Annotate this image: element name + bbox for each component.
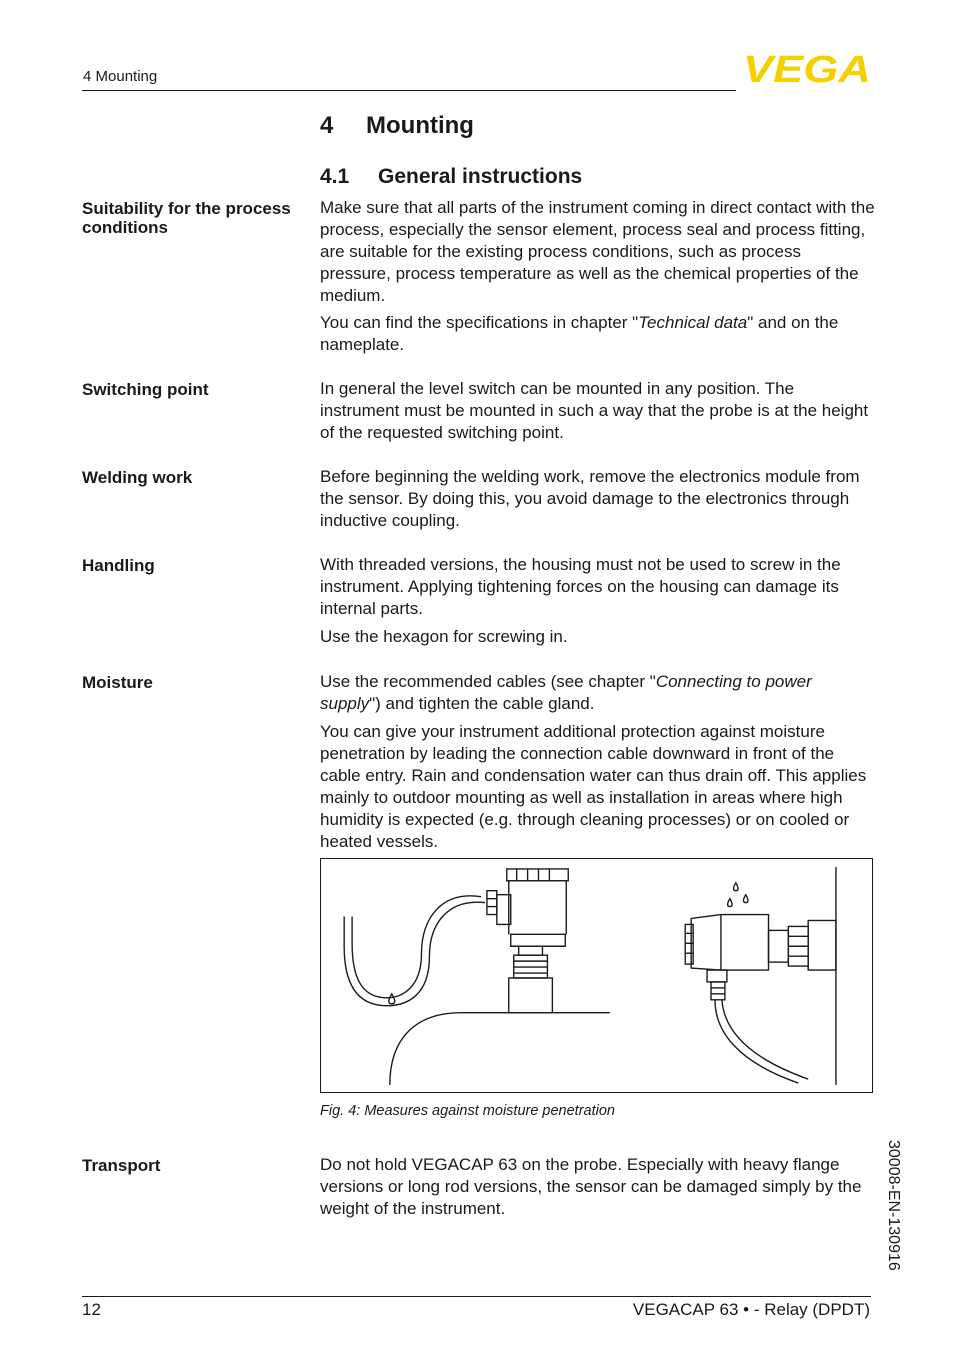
chapter-number: 4 xyxy=(320,112,334,139)
para-suitability-2: You can find the specifications in chapter "Technical data" and on the nameplate. xyxy=(320,313,839,354)
right-sensor xyxy=(685,867,836,1085)
svg-text:VEGA: VEGA xyxy=(743,52,871,84)
label-moisture: Moisture xyxy=(82,673,153,692)
section-heading xyxy=(320,165,582,189)
ref-connecting-power-supply: Connecting to power supply xyxy=(320,672,812,713)
ref-technical-data: Technical data xyxy=(638,313,748,332)
para-welding-work: Before beginning the welding work, remove the electronics module from the sensor. By doing this, you avoid damage to the electronics through inductive coupling. xyxy=(320,467,860,530)
section-title: General instructions xyxy=(378,165,583,188)
moisture-figure xyxy=(320,858,873,1093)
label-handling: Handling xyxy=(82,556,155,575)
para-switching-point: In general the level switch can be mounted in any position. The instrument must be mounted in such a way that the probe is at the height of the requested switching point. xyxy=(320,379,869,442)
para-transport: Do not hold VEGACAP 63 on the probe. Especially with heavy flange versions or long rod versions, the sensor can be damaged simply by the weight of the instrument. xyxy=(320,1155,862,1218)
chapter-heading xyxy=(320,112,474,140)
footer-rule xyxy=(82,1296,871,1297)
para-moisture-1: Use the recommended cables (see chapter "Connecting to power supply") and tighten the cable gland. xyxy=(320,672,812,713)
vega-logo xyxy=(742,52,872,84)
document-id: 30008-EN-130916 xyxy=(885,1140,902,1271)
label-welding-work: Welding work xyxy=(82,468,193,487)
para-moisture-2: You can give your instrument additional protection against moisture penetration by leading the connection cable downward in front of the cable entry. Rain and condensation water can thus drain off. This applies mainly to outdoor mounting as well as installation in areas where high humidity is expected (e.g. through cleaning processes) or on cooled or heated vessels. xyxy=(320,722,867,851)
header-rule xyxy=(82,90,736,91)
footer-product: VEGACAP 63 • - Relay (DPDT) xyxy=(632,1300,870,1319)
label-suitability: Suitability for the process conditions xyxy=(82,199,291,237)
label-transport: Transport xyxy=(82,1156,161,1175)
figure-caption: Fig. 4: Measures against moisture penetration xyxy=(320,1103,615,1119)
vessel-outline xyxy=(390,1013,610,1085)
para-suitability-1: Make sure that all parts of the instrument coming in direct contact with the process, especially the sensor element, process seal and process fitting, are suitable for the existing process conditions, such as process pressure, process temperature as well as the chemical properties of the medium. xyxy=(320,198,875,305)
section-number: 4.1 xyxy=(320,165,350,188)
left-sensor xyxy=(344,869,568,1013)
page-number: 12 xyxy=(82,1300,101,1319)
chapter-title: Mounting xyxy=(366,112,474,139)
para-handling-2: Use the hexagon for screwing in. xyxy=(320,627,568,646)
running-header: 4 Mounting xyxy=(83,68,158,85)
label-switching-point: Switching point xyxy=(82,380,209,399)
para-handling-1: With threaded versions, the housing must not be used to screw in the instrument. Applying tightening forces on the housing can damage its internal parts. xyxy=(320,555,841,618)
